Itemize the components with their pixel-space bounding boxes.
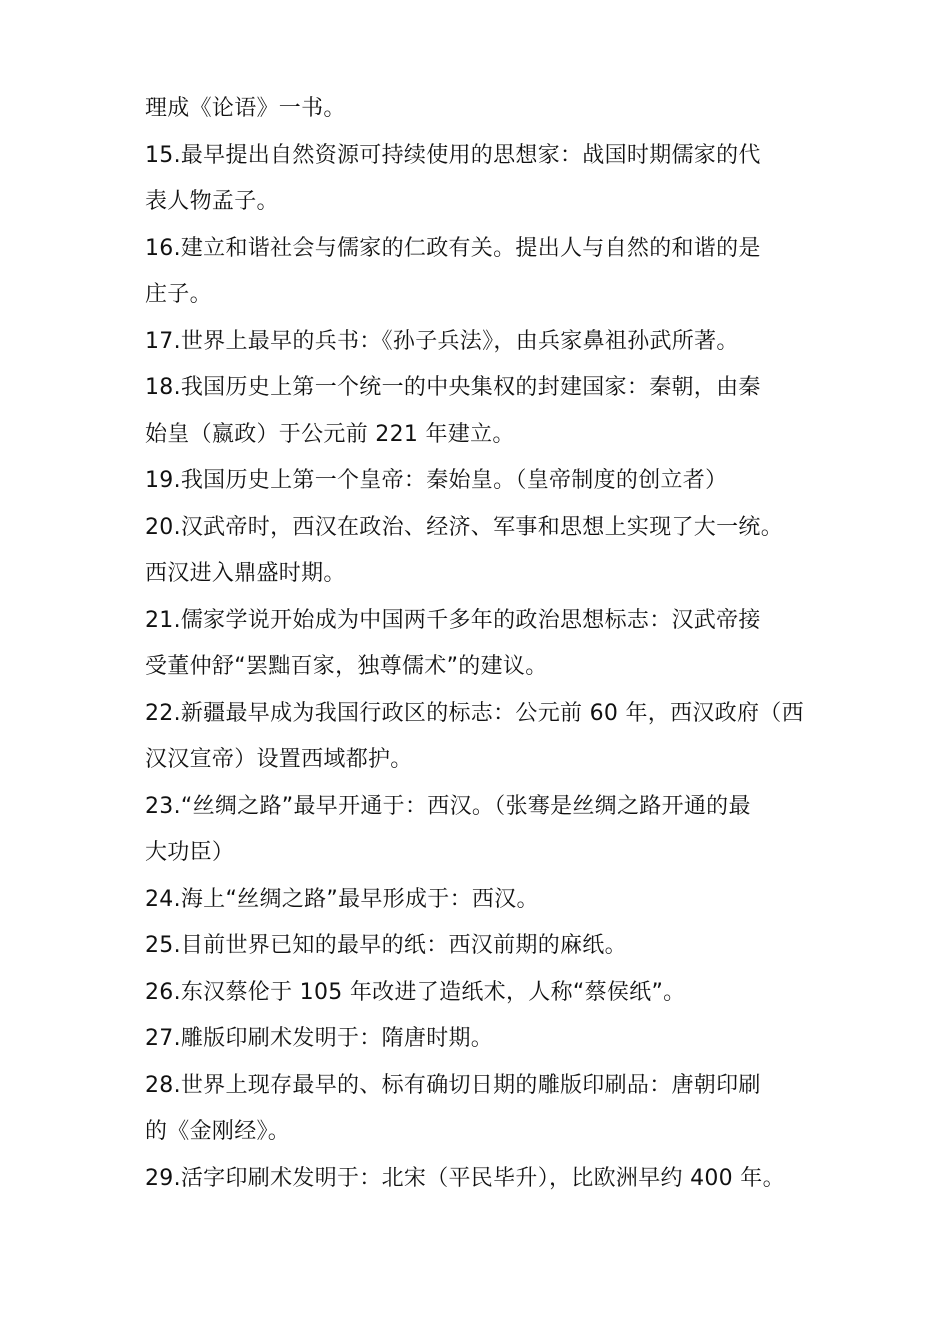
text-line: 18.我国历史上第一个统一的中央集权的封建国家：秦朝，由秦 xyxy=(145,375,761,400)
text-line: 26.东汉蔡伦于 105 年改进了造纸术，人称“蔡侯纸”。 xyxy=(145,979,686,1005)
text-line: 表人物孟子。 xyxy=(145,189,279,214)
text-line: 29.活字印刷术发明于：北宋（平民毕升），比欧洲早约 400 年。 xyxy=(145,1165,785,1191)
text-line: 汉汉宣帝）设置西域都护。 xyxy=(145,747,413,772)
text-line: 大功臣） xyxy=(145,840,235,865)
text-line: 21.儒家学说开始成为中国两千多年的政治思想标志：汉武帝接 xyxy=(145,607,761,633)
text-line: 19.我国历史上第一个皇帝：秦始皇。（皇帝制度的创立者） xyxy=(145,468,728,493)
document-body xyxy=(145,86,815,1202)
text-line: 15.最早提出自然资源可持续使用的思想家：战国时期儒家的代 xyxy=(145,142,761,168)
text-line: 西汉进入鼎盛时期。 xyxy=(145,561,346,586)
text-line: 28.世界上现存最早的、标有确切日期的雕版印刷品：唐朝印刷 xyxy=(145,1072,761,1098)
text-line: 的《金刚经》。 xyxy=(145,1119,291,1144)
text-line: 24.海上“丝绸之路”最早形成于：西汉。 xyxy=(145,886,539,912)
text-line: 始皇（嬴政）于公元前 221 年建立。 xyxy=(145,421,515,447)
text-line: 理成《论语》一书。 xyxy=(145,96,346,121)
text-line: 17.世界上最早的兵书：《孙子兵法》，由兵家鼻祖孙武所著。 xyxy=(145,328,739,354)
text-line: 受董仲舒“罢黜百家，独尊儒术”的建议。 xyxy=(145,654,548,679)
text-line: 庄子。 xyxy=(145,282,212,307)
text-line: 16.建立和谐社会与儒家的仁政有关。提出人与自然的和谐的是 xyxy=(145,235,761,261)
text-line: 20.汉武帝时，西汉在政治、经济、军事和思想上实现了大一统。 xyxy=(145,514,783,540)
text-line: 23.“丝绸之路”最早开通于：西汉。（张骞是丝绸之路开通的最 xyxy=(145,793,751,819)
text-line: 27.雕版印刷术发明于：隋唐时期。 xyxy=(145,1026,494,1051)
text-line: 25.目前世界已知的最早的纸：西汉前期的麻纸。 xyxy=(145,933,627,958)
text-line: 22.新疆最早成为我国行政区的标志：公元前 60 年，西汉政府（西 xyxy=(145,700,804,726)
